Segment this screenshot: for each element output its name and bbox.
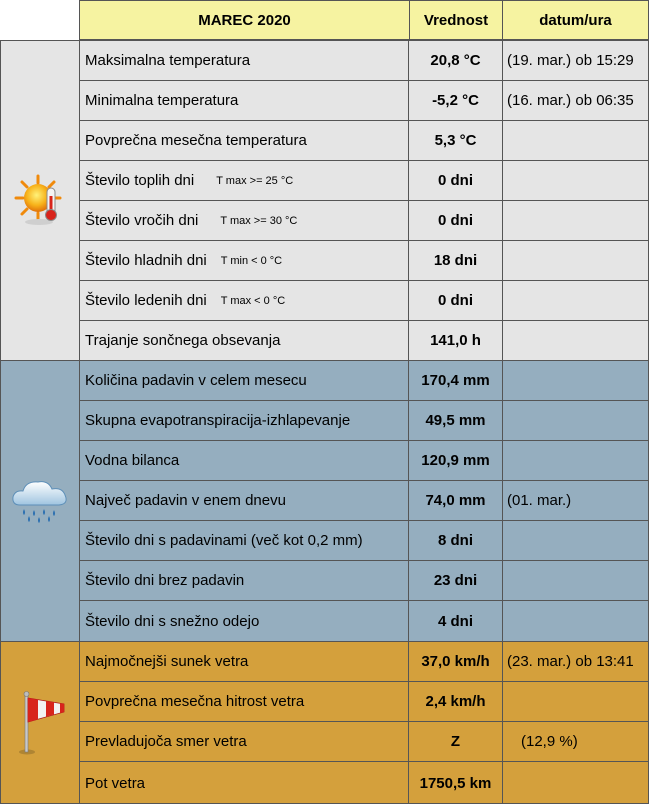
table-row bbox=[80, 520, 649, 560]
row-value: 141,0 h bbox=[409, 321, 503, 360]
row-label: Število dni s padavinami (več kot 0,2 mm) bbox=[80, 521, 409, 560]
row-value: 2,4 km/h bbox=[409, 682, 503, 721]
row-value: 170,4 mm bbox=[409, 361, 503, 400]
row-date: (19. mar.) ob 15:29 bbox=[507, 52, 634, 69]
table-row bbox=[80, 40, 649, 80]
table-row bbox=[80, 761, 649, 804]
row-value: 0 dni bbox=[409, 281, 503, 320]
row-value: 49,5 mm bbox=[409, 401, 503, 440]
row-condition: T max >= 25 °C bbox=[216, 174, 294, 187]
row-label: Pot vetra bbox=[80, 762, 409, 804]
table-row bbox=[80, 681, 649, 721]
row-label: Povprečna mesečna hitrost vetra bbox=[80, 682, 409, 721]
row-label bbox=[80, 241, 409, 280]
table-row bbox=[80, 440, 649, 480]
header-value: Vrednost bbox=[409, 0, 503, 40]
row-value: 8 dni bbox=[409, 521, 503, 560]
section-divider bbox=[0, 641, 649, 642]
row-date bbox=[503, 121, 649, 160]
section-divider bbox=[0, 360, 649, 361]
row-label: Prevladujoča smer vetra bbox=[80, 722, 409, 761]
temperature-section bbox=[0, 40, 649, 360]
row-date bbox=[503, 521, 649, 560]
row-value: 5,3 °C bbox=[409, 121, 503, 160]
row-label: Skupna evapotranspiracija-izhlapevanje bbox=[80, 401, 409, 440]
table-row bbox=[80, 240, 649, 280]
row-label bbox=[80, 201, 409, 240]
table-row bbox=[80, 80, 649, 120]
row-condition: T max >= 30 °C bbox=[220, 214, 298, 227]
row-condition: T max < 0 °C bbox=[220, 294, 286, 307]
header-date: datum/ura bbox=[502, 0, 649, 40]
windsock-icon bbox=[0, 641, 80, 804]
table-row bbox=[80, 120, 649, 160]
table-row bbox=[80, 360, 649, 400]
row-value: 1750,5 km bbox=[409, 762, 503, 804]
table-row bbox=[80, 480, 649, 520]
precipitation-section bbox=[0, 360, 649, 641]
row-label-text: Število toplih dni bbox=[85, 172, 195, 189]
row-date bbox=[503, 682, 649, 721]
table-row bbox=[80, 641, 649, 681]
row-date: (12,9 %) bbox=[521, 733, 578, 750]
row-label: Vodna bilanca bbox=[80, 441, 409, 480]
row-label-text: Število ledenih dni bbox=[85, 292, 207, 309]
row-date: (23. mar.) ob 13:41 bbox=[507, 653, 634, 670]
table-row bbox=[80, 280, 649, 320]
row-value: Z bbox=[409, 722, 503, 761]
table-row bbox=[80, 721, 649, 761]
row-date bbox=[503, 441, 649, 480]
row-date bbox=[503, 161, 649, 200]
table-row bbox=[80, 600, 649, 641]
row-label: Minimalna temperatura bbox=[80, 81, 409, 120]
row-date: (16. mar.) ob 06:35 bbox=[507, 92, 634, 109]
row-date bbox=[503, 401, 649, 440]
row-label: Najmočnejši sunek vetra bbox=[80, 642, 409, 681]
row-label: Največ padavin v enem dnevu bbox=[80, 481, 409, 520]
table-row bbox=[80, 320, 649, 360]
row-value: 18 dni bbox=[409, 241, 503, 280]
row-condition: T min < 0 °C bbox=[220, 254, 283, 267]
row-date bbox=[503, 321, 649, 360]
row-date bbox=[503, 281, 649, 320]
row-label-text: Število vročih dni bbox=[85, 212, 199, 229]
row-value: 74,0 mm bbox=[409, 481, 503, 520]
row-value: 23 dni bbox=[409, 561, 503, 600]
row-label: Število dni s snežno odejo bbox=[80, 601, 409, 641]
row-date bbox=[503, 601, 649, 641]
table-row bbox=[80, 560, 649, 600]
table-row bbox=[80, 200, 649, 240]
row-label-text: Število hladnih dni bbox=[85, 252, 207, 269]
sun-thermometer-icon bbox=[0, 40, 80, 360]
table-row bbox=[80, 400, 649, 440]
row-value: 0 dni bbox=[409, 161, 503, 200]
row-value: 120,9 mm bbox=[409, 441, 503, 480]
table-row bbox=[80, 160, 649, 200]
row-date: (01. mar.) bbox=[507, 492, 572, 509]
wind-section bbox=[0, 641, 649, 804]
row-label: Maksimalna temperatura bbox=[80, 41, 409, 80]
row-date bbox=[503, 361, 649, 400]
row-label: Količina padavin v celem mesecu bbox=[80, 361, 409, 400]
row-label: Število dni brez padavin bbox=[80, 561, 409, 600]
row-value: 20,8 °C bbox=[409, 41, 503, 80]
row-date bbox=[503, 241, 649, 280]
row-date bbox=[503, 561, 649, 600]
rain-cloud-icon bbox=[0, 360, 80, 641]
header-title: MAREC 2020 bbox=[79, 0, 410, 40]
row-label bbox=[80, 281, 409, 320]
row-date bbox=[503, 201, 649, 240]
row-date bbox=[503, 762, 649, 804]
row-value: 0 dni bbox=[409, 201, 503, 240]
row-value: 4 dni bbox=[409, 601, 503, 641]
row-label bbox=[80, 161, 409, 200]
row-label: Povprečna mesečna temperatura bbox=[80, 121, 409, 160]
row-value: -5,2 °C bbox=[409, 81, 503, 120]
row-value: 37,0 km/h bbox=[409, 642, 503, 681]
row-label: Trajanje sončnega obsevanja bbox=[80, 321, 409, 360]
